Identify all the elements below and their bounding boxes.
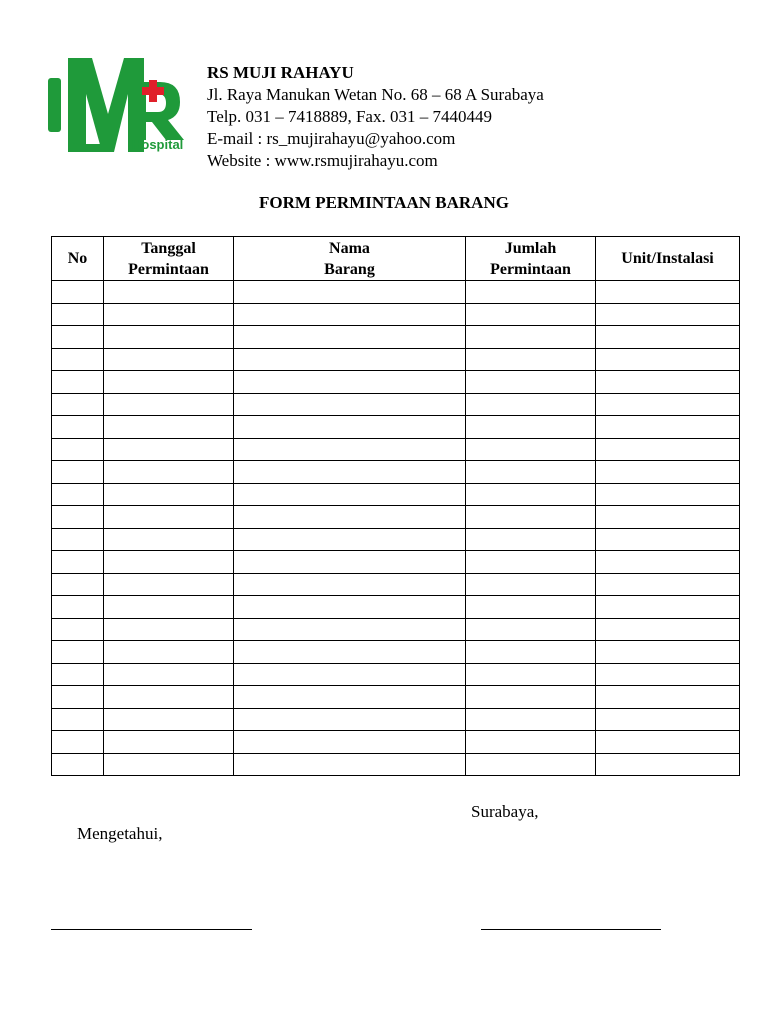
table-cell[interactable] xyxy=(104,528,234,551)
table-cell[interactable] xyxy=(104,438,234,461)
table-cell[interactable] xyxy=(52,281,104,304)
table-cell[interactable] xyxy=(596,551,740,574)
table-cell[interactable] xyxy=(104,348,234,371)
table-row xyxy=(52,573,740,596)
table-row xyxy=(52,596,740,619)
table-row xyxy=(52,753,740,776)
table-cell[interactable] xyxy=(466,281,596,304)
table-cell[interactable] xyxy=(234,753,466,776)
table-cell[interactable] xyxy=(466,573,596,596)
table-cell[interactable] xyxy=(234,663,466,686)
table-cell[interactable] xyxy=(596,461,740,484)
table-row xyxy=(52,348,740,371)
table-cell[interactable] xyxy=(52,326,104,349)
table-row xyxy=(52,506,740,529)
table-cell[interactable] xyxy=(234,528,466,551)
table-row xyxy=(52,618,740,641)
table-cell[interactable] xyxy=(52,371,104,394)
table-cell[interactable] xyxy=(596,618,740,641)
table-row xyxy=(52,371,740,394)
table-cell[interactable] xyxy=(52,348,104,371)
table-row xyxy=(52,686,740,709)
table-cell[interactable] xyxy=(466,438,596,461)
table-cell[interactable] xyxy=(596,641,740,664)
organization-info xyxy=(207,62,544,172)
column-header-jumlah-permintaan: Jumlah Permintaan xyxy=(466,237,596,281)
table-cell[interactable] xyxy=(234,416,466,439)
table-cell[interactable] xyxy=(104,708,234,731)
table-cell[interactable] xyxy=(234,281,466,304)
table-cell[interactable] xyxy=(104,663,234,686)
table-cell[interactable] xyxy=(104,641,234,664)
table-cell[interactable] xyxy=(104,596,234,619)
place-date-label: Surabaya, xyxy=(471,802,539,821)
table-cell[interactable] xyxy=(596,506,740,529)
table-cell[interactable] xyxy=(52,618,104,641)
table-row xyxy=(52,551,740,574)
hospital-name: RS MUJI RAHAYU xyxy=(207,63,354,82)
table-cell[interactable] xyxy=(104,416,234,439)
table-cell[interactable] xyxy=(52,596,104,619)
table-cell[interactable] xyxy=(104,371,234,394)
table-cell[interactable] xyxy=(234,326,466,349)
table-cell[interactable] xyxy=(104,686,234,709)
table-cell[interactable] xyxy=(596,686,740,709)
table-cell[interactable] xyxy=(52,303,104,326)
column-header-tanggal-permintaan: Tanggal Permintaan xyxy=(104,237,234,281)
table-cell[interactable] xyxy=(596,708,740,731)
table-cell[interactable] xyxy=(234,371,466,394)
table-cell[interactable] xyxy=(52,551,104,574)
table-cell[interactable] xyxy=(104,731,234,754)
table-cell[interactable] xyxy=(52,663,104,686)
table-cell[interactable] xyxy=(234,686,466,709)
table-cell[interactable] xyxy=(466,528,596,551)
table-cell[interactable] xyxy=(466,551,596,574)
table-row xyxy=(52,326,740,349)
table-cell[interactable] xyxy=(466,663,596,686)
table-cell[interactable] xyxy=(466,393,596,416)
table-cell[interactable] xyxy=(104,393,234,416)
table-cell[interactable] xyxy=(596,753,740,776)
table-cell[interactable] xyxy=(466,371,596,394)
hospital-website: Website : www.rsmujirahayu.com xyxy=(207,151,438,170)
table-cell[interactable] xyxy=(234,303,466,326)
request-table xyxy=(51,236,740,776)
table-cell[interactable] xyxy=(104,551,234,574)
table-cell[interactable] xyxy=(596,393,740,416)
table-cell[interactable] xyxy=(466,461,596,484)
table-cell[interactable] xyxy=(234,348,466,371)
table-cell[interactable] xyxy=(596,416,740,439)
table-cell[interactable] xyxy=(52,708,104,731)
table-cell[interactable] xyxy=(234,641,466,664)
table-row xyxy=(52,708,740,731)
signature-line-left xyxy=(51,929,252,930)
table-cell[interactable] xyxy=(596,281,740,304)
table-cell[interactable] xyxy=(52,686,104,709)
table-cell[interactable] xyxy=(52,506,104,529)
table-cell[interactable] xyxy=(52,753,104,776)
table-row xyxy=(52,731,740,754)
table-cell[interactable] xyxy=(234,551,466,574)
table-cell[interactable] xyxy=(234,483,466,506)
table-cell[interactable] xyxy=(596,348,740,371)
table-cell[interactable] xyxy=(52,461,104,484)
table-cell[interactable] xyxy=(104,326,234,349)
table-cell[interactable] xyxy=(52,573,104,596)
table-cell[interactable] xyxy=(234,461,466,484)
table-cell[interactable] xyxy=(466,686,596,709)
table-cell[interactable] xyxy=(466,708,596,731)
table-cell[interactable] xyxy=(234,618,466,641)
table-cell[interactable] xyxy=(104,753,234,776)
table-row xyxy=(52,461,740,484)
table-cell[interactable] xyxy=(234,731,466,754)
table-cell[interactable] xyxy=(234,596,466,619)
table-cell[interactable] xyxy=(234,573,466,596)
table-cell[interactable] xyxy=(104,461,234,484)
table-cell[interactable] xyxy=(234,708,466,731)
table-cell[interactable] xyxy=(466,416,596,439)
table-cell[interactable] xyxy=(596,731,740,754)
table-cell[interactable] xyxy=(52,416,104,439)
table-row xyxy=(52,663,740,686)
table-cell[interactable] xyxy=(466,326,596,349)
table-header-row xyxy=(52,237,740,281)
table-cell[interactable] xyxy=(466,753,596,776)
table-cell[interactable] xyxy=(596,438,740,461)
table-cell[interactable] xyxy=(104,506,234,529)
acknowledge-label: Mengetahui, xyxy=(77,824,163,843)
table-cell[interactable] xyxy=(104,483,234,506)
table-cell[interactable] xyxy=(104,303,234,326)
table-cell[interactable] xyxy=(52,393,104,416)
table-row xyxy=(52,641,740,664)
column-header-nama-barang: Nama Barang xyxy=(234,237,466,281)
table-cell[interactable] xyxy=(466,348,596,371)
table-cell[interactable] xyxy=(52,641,104,664)
table-cell[interactable] xyxy=(466,303,596,326)
logo-caption: Hospital xyxy=(132,137,184,152)
table-cell[interactable] xyxy=(234,506,466,529)
table-row xyxy=(52,483,740,506)
table-cell[interactable] xyxy=(234,438,466,461)
table-cell[interactable] xyxy=(596,303,740,326)
hospital-email: E-mail : rs_mujirahayu@yahoo.com xyxy=(207,129,456,148)
table-cell[interactable] xyxy=(466,731,596,754)
table-cell[interactable] xyxy=(104,281,234,304)
table-cell[interactable] xyxy=(104,618,234,641)
form-title: FORM PERMINTAAN BARANG xyxy=(259,193,509,212)
table-cell[interactable] xyxy=(466,596,596,619)
table-cell[interactable] xyxy=(52,438,104,461)
column-header-unit-instalasi: Unit/Instalasi xyxy=(596,237,740,281)
hospital-address: Jl. Raya Manukan Wetan No. 68 – 68 A Surabaya xyxy=(207,85,544,104)
table-row xyxy=(52,303,740,326)
signature-line-right xyxy=(481,929,661,930)
column-header-no: No xyxy=(52,237,104,281)
table-cell[interactable] xyxy=(596,528,740,551)
table-cell[interactable] xyxy=(466,618,596,641)
table-cell[interactable] xyxy=(234,393,466,416)
table-row xyxy=(52,528,740,551)
table-cell[interactable] xyxy=(596,573,740,596)
table-cell[interactable] xyxy=(596,371,740,394)
hospital-logo xyxy=(48,56,188,158)
table-cell[interactable] xyxy=(52,483,104,506)
table-row xyxy=(52,281,740,304)
table-cell[interactable] xyxy=(104,573,234,596)
table-row xyxy=(52,393,740,416)
table-cell[interactable] xyxy=(596,596,740,619)
table-cell[interactable] xyxy=(596,663,740,686)
table-cell[interactable] xyxy=(52,528,104,551)
table-cell[interactable] xyxy=(596,483,740,506)
table-row xyxy=(52,438,740,461)
table-cell[interactable] xyxy=(466,506,596,529)
table-cell[interactable] xyxy=(466,483,596,506)
hospital-phone: Telp. 031 – 7418889, Fax. 031 – 7440449 xyxy=(207,107,492,126)
table-row xyxy=(52,416,740,439)
table-cell[interactable] xyxy=(596,326,740,349)
table-cell[interactable] xyxy=(52,731,104,754)
table-cell[interactable] xyxy=(466,641,596,664)
